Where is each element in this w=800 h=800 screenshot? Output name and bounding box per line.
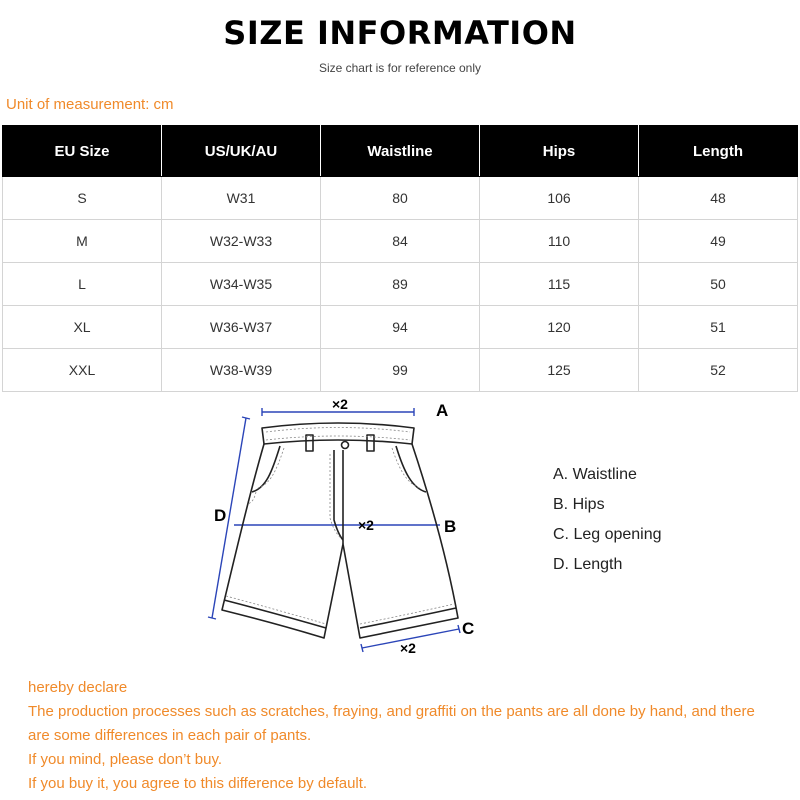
label-d: D bbox=[214, 506, 227, 525]
mult-c: ×2 bbox=[400, 640, 416, 656]
header-us-uk-au: US/UK/AU bbox=[162, 126, 321, 177]
cell-waistline: 99 bbox=[321, 349, 480, 392]
legend-item-waistline: A. Waistline bbox=[553, 466, 637, 483]
cell-us-size: W38-W39 bbox=[162, 349, 321, 392]
cell-us-size: W34-W35 bbox=[162, 263, 321, 306]
header-waistline: Waistline bbox=[321, 126, 480, 177]
cell-hips: 120 bbox=[480, 306, 639, 349]
cell-us-size: W31 bbox=[162, 177, 321, 220]
cell-length: 51 bbox=[639, 306, 798, 349]
label-a: A bbox=[436, 401, 449, 420]
cell-length: 52 bbox=[639, 349, 798, 392]
mult-a: ×2 bbox=[332, 396, 348, 412]
header-eu-size: EU Size bbox=[3, 126, 162, 177]
header-length: Length bbox=[639, 126, 798, 177]
size-table bbox=[2, 125, 798, 392]
notice-line: hereby declare bbox=[28, 679, 128, 696]
label-b: B bbox=[444, 517, 457, 536]
page-subtitle: Size chart is for reference only bbox=[318, 61, 482, 75]
unit-label: Unit of measurement: cm bbox=[6, 96, 174, 113]
cell-eu-size: S bbox=[3, 177, 162, 220]
notice-line: If you buy it, you agree to this difference by default. bbox=[28, 775, 368, 792]
cell-waistline: 89 bbox=[321, 263, 480, 306]
cell-hips: 125 bbox=[480, 349, 639, 392]
cell-length: 49 bbox=[639, 220, 798, 263]
shorts-diagram bbox=[200, 392, 490, 662]
legend-item-length: D. Length bbox=[553, 556, 623, 573]
cell-us-size: W32-W33 bbox=[162, 220, 321, 263]
cell-length: 48 bbox=[639, 177, 798, 220]
cell-waistline: 80 bbox=[321, 177, 480, 220]
cell-length: 50 bbox=[639, 263, 798, 306]
cell-eu-size: XXL bbox=[3, 349, 162, 392]
table-row bbox=[3, 177, 798, 220]
table-header-row bbox=[3, 126, 798, 177]
cell-eu-size: M bbox=[3, 220, 162, 263]
notice-line: The production processes such as scratches, fraying, and graffiti on the pants are all done by hand, and there bbox=[28, 703, 755, 720]
label-c: C bbox=[462, 619, 475, 638]
shorts-outline-icon bbox=[200, 392, 490, 662]
measurement-legend bbox=[553, 464, 662, 584]
notice-line: If you mind, please don’t buy. bbox=[28, 751, 223, 768]
cell-waistline: 94 bbox=[321, 306, 480, 349]
table-row bbox=[3, 263, 798, 306]
legend-item-leg-opening: C. Leg opening bbox=[553, 526, 662, 543]
cell-eu-size: XL bbox=[3, 306, 162, 349]
notice-block bbox=[28, 676, 788, 796]
cell-eu-size: L bbox=[3, 263, 162, 306]
notice-line: are some differences in each pair of pants. bbox=[28, 727, 312, 744]
table-row bbox=[3, 220, 798, 263]
mult-b: ×2 bbox=[358, 517, 374, 533]
table-row bbox=[3, 306, 798, 349]
header-hips: Hips bbox=[480, 126, 639, 177]
cell-us-size: W36-W37 bbox=[162, 306, 321, 349]
table-row bbox=[3, 349, 798, 392]
legend-item-hips: B. Hips bbox=[553, 496, 605, 513]
cell-hips: 110 bbox=[480, 220, 639, 263]
cell-hips: 115 bbox=[480, 263, 639, 306]
page-title: SIZE INFORMATION bbox=[223, 14, 577, 52]
cell-hips: 106 bbox=[480, 177, 639, 220]
cell-waistline: 84 bbox=[321, 220, 480, 263]
